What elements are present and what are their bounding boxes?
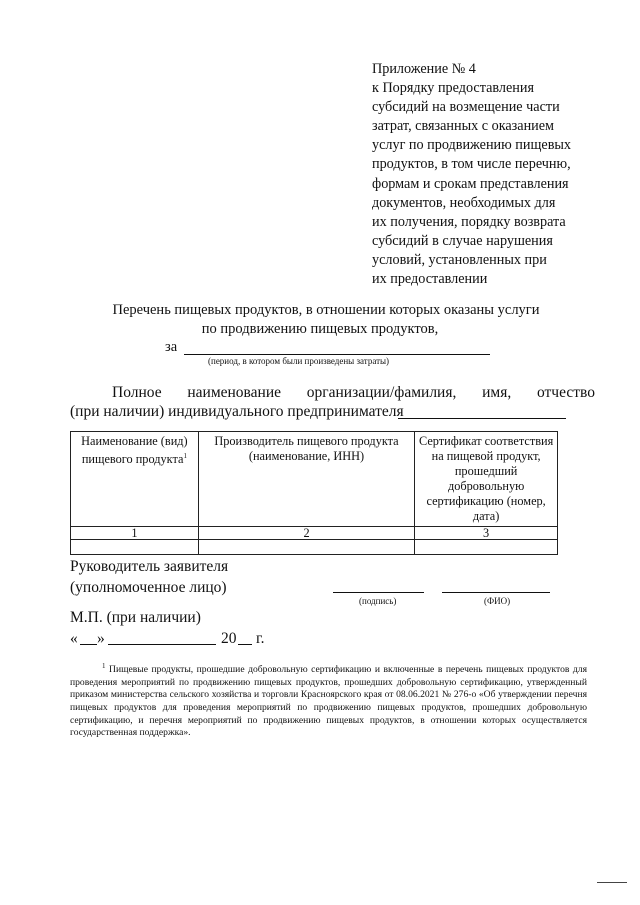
appendix-line: субсидий на возмещение части bbox=[372, 99, 560, 116]
applicant-label-line2: (при наличии) индивидуального предпринимателя bbox=[70, 403, 404, 420]
appendix-line: к Порядку предоставления bbox=[372, 80, 534, 97]
applicant-label bbox=[70, 384, 595, 402]
appendix-line: услуг по продвижению пищевых bbox=[372, 137, 572, 154]
day-input-line[interactable] bbox=[80, 644, 97, 645]
table-number-row bbox=[71, 527, 558, 540]
year-suffix: г. bbox=[256, 629, 265, 647]
table-number-cell: 3 bbox=[415, 527, 558, 540]
products-table bbox=[70, 431, 558, 555]
appendix-line: субсидий в случае нарушения bbox=[372, 232, 553, 249]
document-title-line2: по продвижению пищевых продуктов, bbox=[201, 321, 439, 337]
fio-caption: (ФИО) bbox=[484, 596, 511, 606]
table-cell[interactable] bbox=[198, 540, 414, 555]
footnote-mark: 1 bbox=[183, 452, 187, 460]
appendix-line: документов, необходимых для bbox=[372, 194, 556, 211]
signature-input-line[interactable] bbox=[333, 592, 424, 593]
year-prefix: 20 bbox=[221, 629, 237, 647]
signature-label-line2: (уполномоченное лицо) bbox=[70, 578, 227, 596]
table-header-cell: Наименование (вид) пищевого продукта$^1$ bbox=[71, 432, 199, 527]
document-title-line1: Перечень пищевых продуктов, в отношении которых оказаны услуги bbox=[112, 302, 540, 318]
footnote-number: 1 bbox=[102, 662, 106, 670]
signature-label-line1: Руководитель заявителя bbox=[70, 558, 229, 575]
applicant-word: отчество bbox=[536, 384, 595, 401]
applicant-word: организации/фамилия, bbox=[306, 384, 457, 401]
signature-caption: (подпись) bbox=[359, 596, 397, 606]
period-prefix: за bbox=[165, 339, 178, 355]
year-input-line[interactable] bbox=[238, 644, 252, 645]
page-corner-mark bbox=[597, 882, 627, 883]
appendix-line: формам и срокам представления bbox=[372, 175, 569, 192]
appendix-line: затрат, связанных с оказанием bbox=[372, 118, 555, 135]
footnote bbox=[70, 660, 587, 740]
date-quote-close: » bbox=[97, 629, 105, 647]
table-number-cell: 1 bbox=[71, 527, 199, 540]
applicant-word: Полное bbox=[112, 384, 162, 401]
footnote-text: Пищевые продукты, прошедшие добровольную сертификацию и включенные в перечень пищевых продуктов для проведения мероприятий по продвижению пищевых продуктов, прошедших добровольную сертификацию, утвержденный приказом министерства сельского хозяйства и торговли Красноярского края от 08.06.2021 № 276-о «Об утверждении перечня пищевых продуктов для проведения мероприятий по продвижению пищевых продуктов, прошедших добровольную сертификацию, и перечня мероприятий по продвижению пищевых продуктов, в отношении которых осуществляется государственная поддержка». bbox=[70, 664, 588, 739]
table-cell[interactable] bbox=[415, 540, 558, 555]
appendix-line: их получения, порядку возврата bbox=[372, 213, 566, 230]
table-header-row bbox=[71, 432, 558, 527]
appendix-line: их предоставлении bbox=[372, 271, 488, 288]
appendix-header bbox=[372, 60, 622, 289]
table-header-cell: Производитель пищевого продукта (наименование, ИНН) bbox=[198, 432, 414, 527]
date-row bbox=[70, 629, 265, 649]
appendix-line: условий, установленных при bbox=[372, 251, 547, 268]
month-input-line[interactable] bbox=[108, 644, 216, 645]
applicant-word: имя, bbox=[482, 384, 512, 401]
appendix-line: Приложение № 4 bbox=[372, 61, 476, 77]
fio-input-line[interactable] bbox=[442, 592, 550, 593]
table-number-cell: 2 bbox=[198, 527, 414, 540]
period-input-line[interactable] bbox=[184, 354, 490, 355]
period-caption: (период, в котором были произведены затраты) bbox=[208, 356, 390, 366]
applicant-input-line[interactable] bbox=[398, 418, 566, 419]
table-cell[interactable] bbox=[71, 540, 199, 555]
appendix-line: продуктов, в том числе перечню, bbox=[372, 156, 571, 173]
date-quote-open: « bbox=[70, 629, 78, 647]
table-row[interactable] bbox=[71, 540, 558, 555]
signature-block bbox=[70, 557, 228, 598]
applicant-word: наименование bbox=[187, 384, 282, 401]
stamp-block bbox=[70, 608, 265, 649]
table-header-cell: Сертификат соответствия на пищевой продукт, прошедший добровольную сертификацию (номер, дата) bbox=[415, 432, 558, 527]
stamp-label: М.П. (при наличии) bbox=[70, 609, 201, 626]
